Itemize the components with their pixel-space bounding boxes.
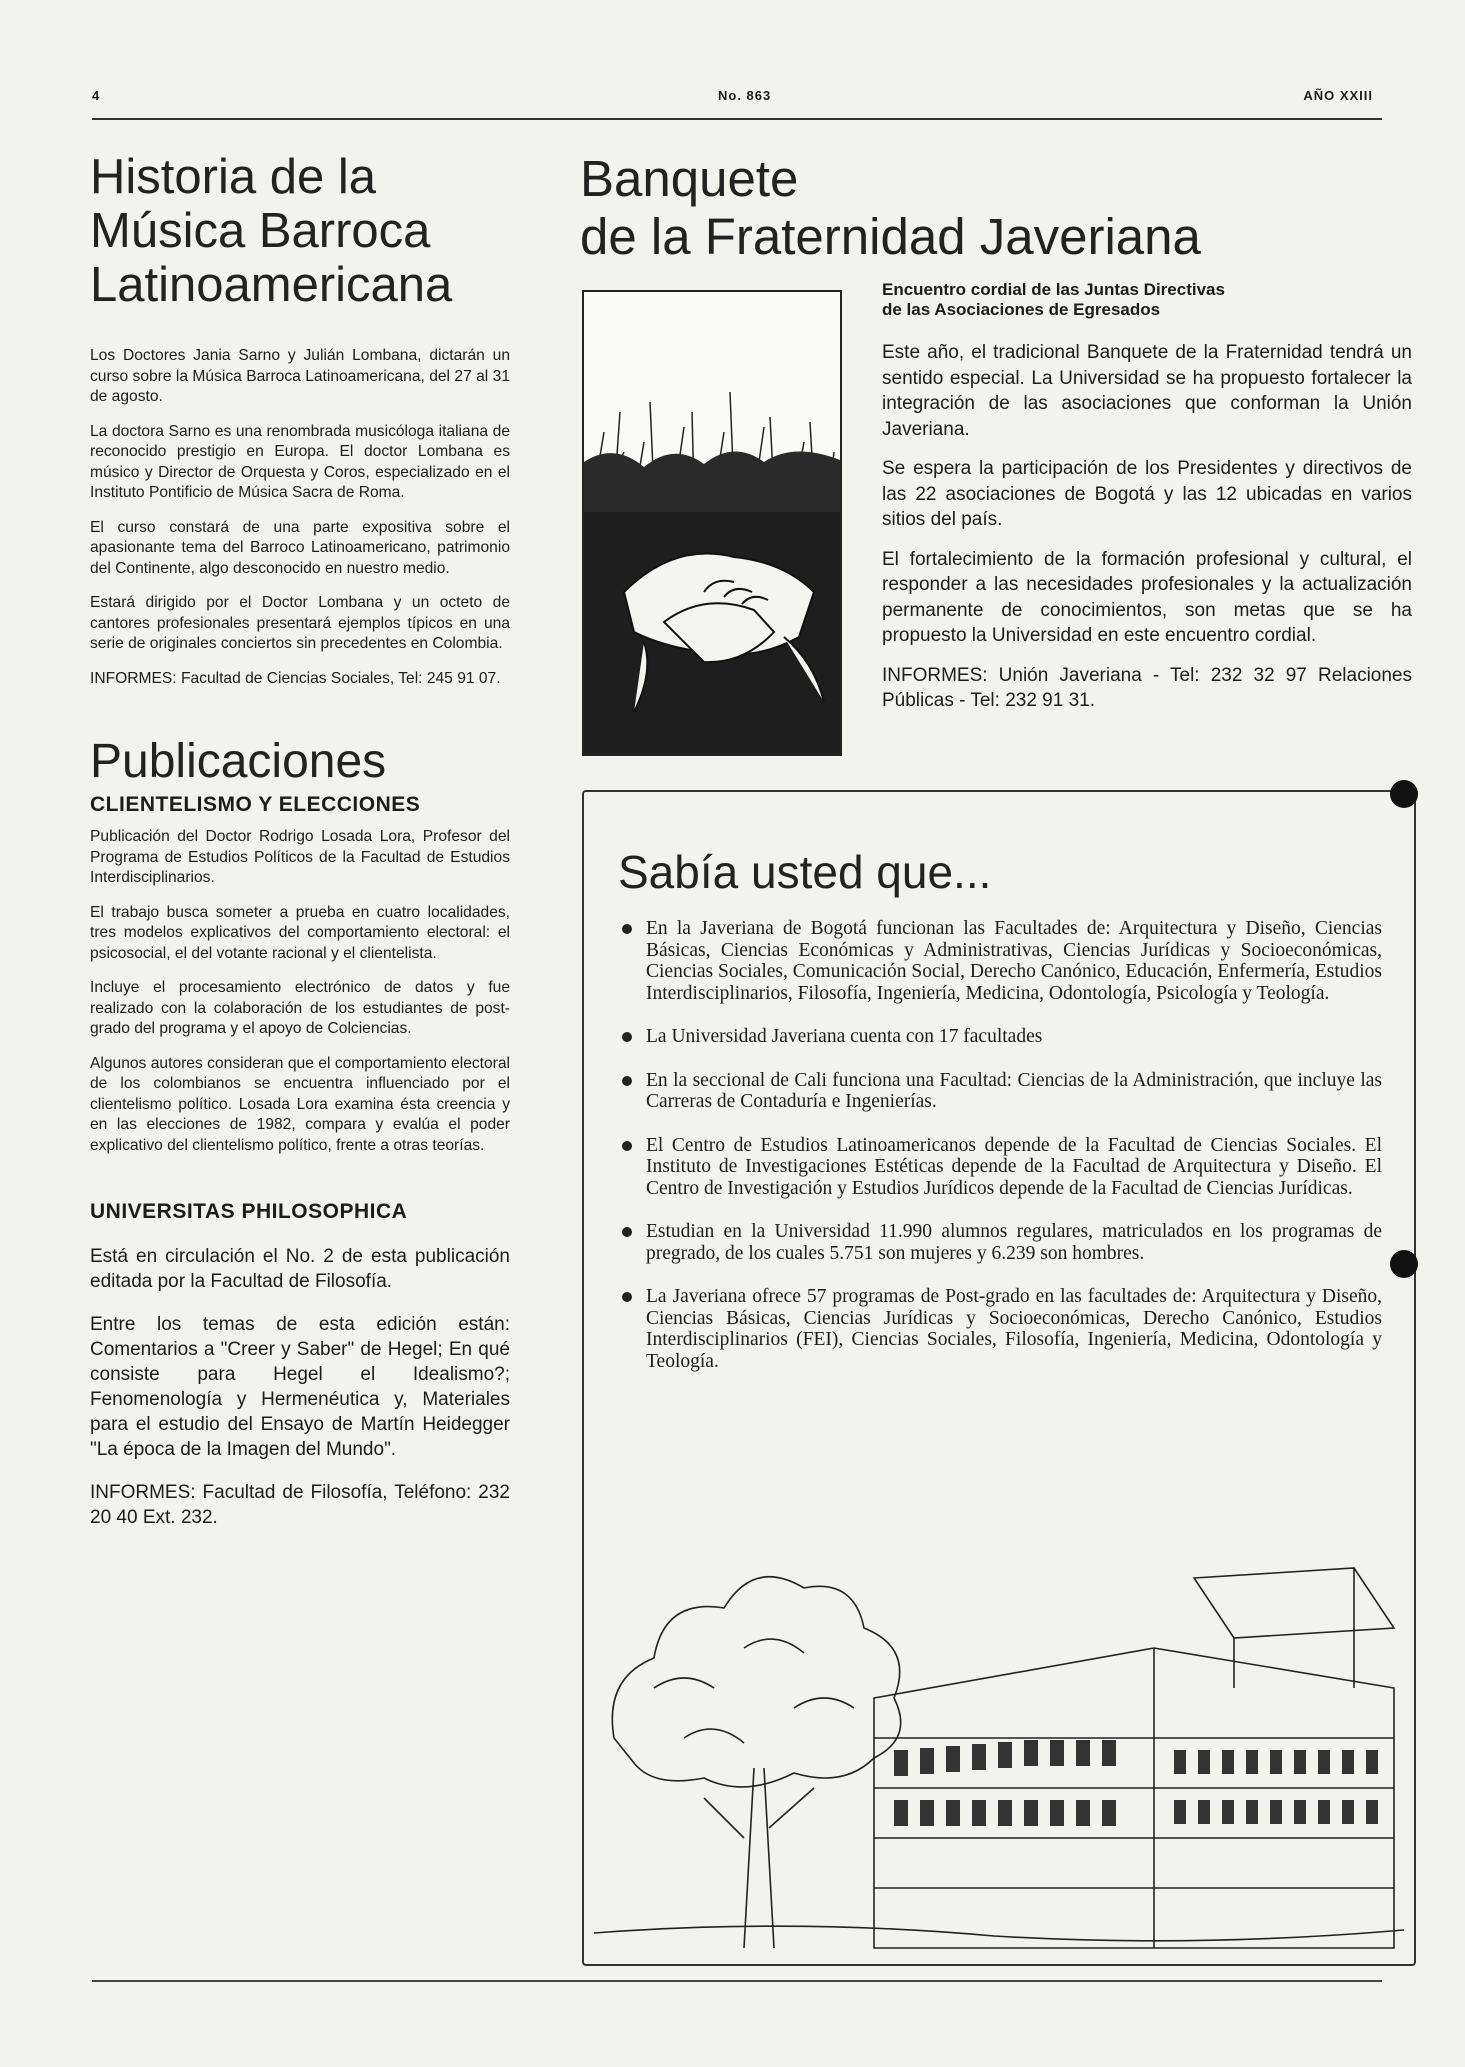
historia-title-line: Historia de la bbox=[90, 150, 376, 204]
bullet-icon bbox=[622, 1292, 632, 1302]
philosophica-title: UNIVERSITAS PHILOSOPHICA bbox=[90, 1200, 408, 1223]
historia-paragraph: Estará dirigido por el Doctor Lombana y un octeto de cantores profesionales presentará ejemplos típicos en una serie de originales conciertos sin precedentes en Colombia. bbox=[90, 594, 510, 652]
historia-title-line: Música Barroca bbox=[90, 204, 431, 258]
sabia-facts-list bbox=[622, 918, 1382, 1394]
sabia-title: Sabía usted que... bbox=[618, 846, 992, 898]
publicaciones-article bbox=[90, 735, 510, 1156]
philosophica-paragraph: Está en circulación el No. 2 de esta publicación editada por la Facultad de Filosofía. bbox=[90, 1246, 510, 1292]
historia-title bbox=[90, 150, 510, 312]
philosophica-informes: INFORMES: Facultad de Filosofía, Teléfono: 232 20 40 Ext. 232. bbox=[90, 1482, 510, 1528]
bullet-icon bbox=[622, 1141, 632, 1151]
historia-informes: INFORMES: Facultad de Ciencias Sociales, Tel: 245 91 07. bbox=[90, 669, 501, 687]
bullet-icon bbox=[622, 1227, 632, 1237]
banquete-header bbox=[580, 150, 1400, 266]
header-rule bbox=[92, 118, 1382, 120]
list-item bbox=[622, 1135, 1382, 1200]
banquete-subhead-line: de las Asociaciones de Egresados bbox=[882, 300, 1161, 319]
publicaciones-title: Publicaciones bbox=[90, 735, 387, 788]
fact-text: Estudian en la Universidad 11.990 alumnos regulares, matriculados en los programas de pregrado, de los cuales 5.751 son mujeres y 6.239 son hombres. bbox=[646, 1221, 1382, 1264]
year-label: AÑO XXIII bbox=[1303, 88, 1373, 103]
banquete-paragraph: Se espera la participación de los Presidentes y directivos de las 22 asociaciones de Bogotá y las 12 ubicadas en varios sitios del país. bbox=[882, 458, 1412, 530]
banquete-title bbox=[580, 150, 1400, 266]
publicaciones-paragraph: Publicación del Doctor Rodrigo Losada Lora, Profesor del Programa de Estudios Políticos de la Facultad de Estudios Interdisciplinarios. bbox=[90, 828, 510, 886]
publicaciones-paragraph: El trabajo busca someter a prueba en cuatro localidades, tres modelos explicativos del comportamiento electoral: el psicosocial, el del votante racional y el clientelista. bbox=[90, 903, 510, 962]
banquete-paragraph: Este año, el tradicional Banquete de la Fraternidad tendrá un sentido especial. La Universidad se ha propuesto fortalecer la integración de las asociaciones que conforman la Unión Javeriana. bbox=[882, 342, 1412, 440]
bullet-icon bbox=[622, 1076, 632, 1086]
publicaciones-subtitle: CLIENTELISMO Y ELECCIONES bbox=[90, 793, 421, 816]
fact-text: El Centro de Estudios Latinoamericanos depende de la Facultad de Ciencias Sociales. El Instituto de Investigaciones Estéticas depende de la Facultad de Arquitectura y Diseño. El Centro de Investigación y Estudios Jurídicos depende de la Facultad de Ciencias Jurídicas. bbox=[646, 1134, 1382, 1199]
list-item bbox=[622, 1286, 1382, 1372]
list-item bbox=[622, 1221, 1382, 1264]
publicaciones-paragraph: Incluye el procesamiento electrónico de datos y fue realizado con la colaboración de los estudiantes de post-grado del programa y el apoyo de Colciencias. bbox=[90, 979, 510, 1037]
historia-paragraph: Los Doctores Jania Sarno y Julián Lombana, dictarán un curso sobre la Música Barroca Latinoamericana, del 27 al 31 de agosto. bbox=[90, 347, 510, 405]
publicaciones-paragraph: Algunos autores consideran que el comportamiento electoral de los colombianos se encuentra influenciado por el clientelismo político. Losada Lora examina ésta creencia y en las elecciones de 1982, compara y evalúa el poder explicativo del clientelismo político, frente a otras teorías. bbox=[90, 1054, 510, 1154]
historia-article bbox=[90, 150, 510, 689]
fact-text: En la Javeriana de Bogotá funcionan las Facultades de: Arquitectura y Diseño, Ciencias Básicas, Ciencias Económicas y Administrativas, Ciencias Jurídicas y Socioeconómicas, Ciencias Sociales, Comunicación Social, Derecho Canónico, Educación, Enfermería, Estudios Interdisciplinarios, Filosofía, Ingeniería, Medicina, Odontología, Psicología y Teología. bbox=[646, 918, 1382, 1004]
bullet-icon bbox=[622, 924, 632, 934]
fact-text: La Javeriana ofrece 57 programas de Post-grado en las facultades de: Arquitectura y Diseño, Ciencias Básicas, Ciencias Jurídicas y Socioeconómicas, Derecho Canónico, Estudios Interdisciplinarios (FEI), Ciencias Sociales, Filosofía, Ingeniería, Medicina, Odontología y Teología. bbox=[646, 1286, 1382, 1372]
fact-text: La Universidad Javeriana cuenta con 17 facultades bbox=[646, 1026, 1043, 1047]
banquete-title-line: de la Fraternidad Javeriana bbox=[580, 208, 1201, 265]
list-item bbox=[622, 918, 1382, 1004]
banquete-subhead-line: Encuentro cordial de las Juntas Directivas bbox=[882, 280, 1225, 299]
issue-number: No. 863 bbox=[718, 88, 772, 103]
philosophica-article bbox=[90, 1200, 510, 1530]
bullet-icon bbox=[622, 1032, 632, 1042]
banquete-informes: INFORMES: Unión Javeriana - Tel: 232 32 97 Relaciones Públicas - Tel: 232 91 31. bbox=[882, 664, 1412, 711]
historia-paragraph: La doctora Sarno es una renombrada musicóloga italiana de reconocido prestigio en Europa. El doctor Lombana es músico y Director de Orquesta y Coros, especializado en el Instituto Pontificio de Música Sacra de Roma. bbox=[90, 422, 510, 501]
binder-hole bbox=[1390, 1250, 1418, 1278]
footer-rule bbox=[92, 1980, 1382, 1982]
list-item bbox=[622, 1070, 1382, 1113]
left-column bbox=[90, 150, 510, 1530]
campus-sketch bbox=[594, 1538, 1404, 1956]
banquete-paragraph: El fortalecimiento de la formación profesional y cultural, el responder a las necesidades profesionales y la actualización permanente de conocimientos, son metas que se ha propuesto la Universidad en este encuentro cordial. bbox=[882, 548, 1412, 646]
banquete-body bbox=[882, 340, 1412, 728]
banquete-title-line: Banquete bbox=[580, 150, 799, 207]
handshake-illustration bbox=[582, 290, 842, 756]
page-number: 4 bbox=[92, 88, 101, 103]
campus-drawing bbox=[594, 1538, 1404, 1956]
historia-title-line: Latinoamericana bbox=[90, 258, 453, 312]
fact-text: En la seccional de Cali funciona una Facultad: Ciencias de la Administración, que incluye las Carreras de Contaduría e Ingenierías. bbox=[646, 1069, 1382, 1112]
handshake-drawing bbox=[584, 292, 840, 754]
banquete-subhead bbox=[882, 280, 1402, 320]
list-item bbox=[622, 1026, 1382, 1048]
binder-hole bbox=[1390, 780, 1418, 808]
philosophica-paragraph: Entre los temas de esta edición están: Comentarios a "Creer y Saber" de Hegel; En qué consiste para Hegel el Idealismo?; Fenomenología y Hermenéutica y, Materiales para el estudio del Ensayo de Martín Heidegger "La época de la Imagen del Mundo". bbox=[90, 1314, 510, 1460]
historia-paragraph: El curso constará de una parte expositiva sobre el apasionante tema del Barroco Latinoamericano, patrimonio del Continente, algo desconocido en nuestro medio. bbox=[90, 518, 510, 577]
